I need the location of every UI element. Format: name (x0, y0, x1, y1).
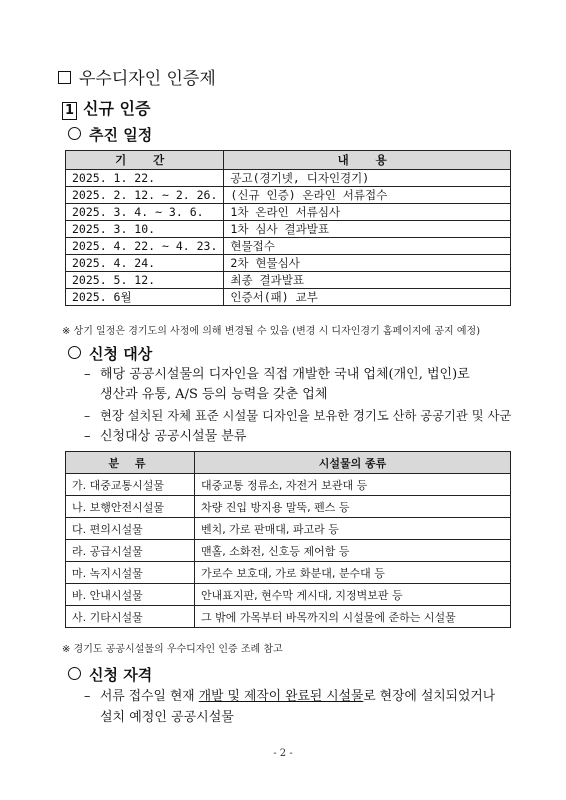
qualification-underlined-text: 개발 및 제작이 완료된 시설물 (198, 689, 364, 704)
schedule-note: ※ 상기 일정은 경기도의 사정에 의해 변경될 수 있음 (변경 시 디자인경기 홈페이지에 공지 예정) (62, 326, 481, 337)
period-cell: 2025. 2. 12. ~ 2. 26. (66, 187, 224, 204)
content-cell: (신규 인증) 온라인 서류접수 (224, 187, 511, 204)
schedule-table (65, 150, 511, 306)
facility-cell: 그 밖에 가목부터 바목까지의 시설물에 준하는 시설물 (195, 606, 511, 628)
eligibility-title: 신청 대상 (89, 345, 153, 363)
table-row (66, 606, 511, 628)
table-row (66, 562, 511, 584)
schedule-heading (68, 124, 152, 145)
qualification-text: 로 현장에 설치되었거나 (363, 689, 496, 704)
facility-cell: 벤치, 가로 판매대, 파고라 등 (195, 518, 511, 540)
column-header: 내 용 (224, 151, 511, 170)
category-cell: 바. 안내시설물 (66, 584, 195, 606)
category-cell: 사. 기타시설물 (66, 606, 195, 628)
category-cell: 마. 녹지시설물 (66, 562, 195, 584)
qualification-title: 신청 자격 (89, 666, 153, 684)
section-heading-text: 우수디자인 인증제 (79, 69, 216, 89)
content-cell: 1차 심사 결과발표 (224, 221, 511, 238)
facility-cell: 맨홀, 소화전, 신호등 제어함 등 (195, 540, 511, 562)
table-header-row (66, 151, 511, 170)
classification-note: ※ 경기도 공공시설물의 우수디자인 인증 조례 참고 (62, 644, 283, 655)
column-header: 기 간 (66, 151, 224, 170)
table-row (66, 170, 511, 187)
table-row (66, 238, 511, 255)
subsection-title: 신규 인증 (83, 99, 151, 118)
content-cell: 최종 결과발표 (224, 272, 511, 289)
table-row (66, 221, 511, 238)
facility-cell: 가로수 보호대, 가로 화분대, 분수대 등 (195, 562, 511, 584)
column-header: 분 류 (66, 452, 195, 474)
eligibility-item-text: 해당 공공시설물의 디자인을 직접 개발한 국내 업체(개인, 법인)로 (100, 367, 470, 382)
eligibility-item: – 현장 설치된 자체 표준 시설물 디자인을 보유한 경기도 산하 공공기관 및 사군 (84, 409, 512, 423)
period-cell: 2025. 5. 12. (66, 272, 224, 289)
eligibility-item: – 해당 공공시설물의 디자인을 직접 개발한 국내 업체(개인, 법인)로 (84, 367, 470, 382)
column-header: 시설물의 종류 (195, 452, 511, 474)
content-cell: 2차 현물심사 (224, 255, 511, 272)
eligibility-item-text: 신청대상 공공시설물 분류 (100, 429, 247, 444)
table-row (66, 289, 511, 306)
period-cell: 2025. 4. 24. (66, 255, 224, 272)
category-cell: 가. 대중교통시설물 (66, 474, 195, 496)
table-row (66, 584, 511, 606)
content-cell: 현물접수 (224, 238, 511, 255)
period-cell: 2025. 3. 4. ~ 3. 6. (66, 204, 224, 221)
schedule-title: 추진 일정 (89, 126, 153, 144)
table-header-row (66, 452, 511, 474)
category-cell: 다. 편의시설물 (66, 518, 195, 540)
section-heading (58, 64, 216, 89)
period-cell: 2025. 3. 10. (66, 221, 224, 238)
circle-bullet-icon (68, 127, 81, 140)
table-row (66, 272, 511, 289)
circle-bullet-icon (68, 667, 81, 680)
square-bullet-icon (58, 71, 71, 84)
period-cell: 2025. 4. 22. ~ 4. 23. (66, 238, 224, 255)
subsection-heading (62, 96, 150, 120)
content-cell: 공고(경기넷, 디자인경기) (224, 170, 511, 187)
table-row (66, 187, 511, 204)
table-row (66, 204, 511, 221)
table-row (66, 255, 511, 272)
table-row (66, 518, 511, 540)
eligibility-heading (68, 343, 152, 364)
period-cell: 2025. 1. 22. (66, 170, 224, 187)
category-cell: 나. 보행안전시설물 (66, 496, 195, 518)
category-cell: 라. 공급시설물 (66, 540, 195, 562)
boxed-number: 1 (62, 102, 77, 120)
facility-cell: 안내표지판, 현수막 게시대, 지정벽보판 등 (195, 584, 511, 606)
table-row (66, 496, 511, 518)
facility-cell: 대중교통 정류소, 자전거 보관대 등 (195, 474, 511, 496)
table-row (66, 540, 511, 562)
content-cell: 인증서(패) 교부 (224, 289, 511, 306)
content-cell: 1차 온라인 서류심사 (224, 204, 511, 221)
qualification-heading (68, 664, 152, 685)
qualification-item-continued: 설치 예정인 공공시설물 (100, 710, 234, 725)
page-number: - 2 - (273, 748, 293, 759)
qualification-item: – 서류 접수일 현재 개발 및 제작이 완료된 시설물로 현장에 설치되었거나 (84, 689, 496, 704)
eligibility-item-continued: 생산과 유통, A/S 등의 능력을 갖춘 업체 (100, 387, 328, 402)
eligibility-item: – 신청대상 공공시설물 분류 (84, 429, 247, 444)
table-row (66, 474, 511, 496)
period-cell: 2025. 6월 (66, 289, 224, 306)
eligibility-item-text: 현장 설치된 자체 표준 시설물 디자인을 보유한 경기도 산하 공공기관 및 사군 (100, 409, 512, 423)
qualification-text: 서류 접수일 현재 (100, 689, 199, 704)
facility-cell: 차량 진입 방지용 말뚝, 펜스 등 (195, 496, 511, 518)
classification-table (65, 451, 511, 628)
circle-bullet-icon (68, 346, 81, 359)
